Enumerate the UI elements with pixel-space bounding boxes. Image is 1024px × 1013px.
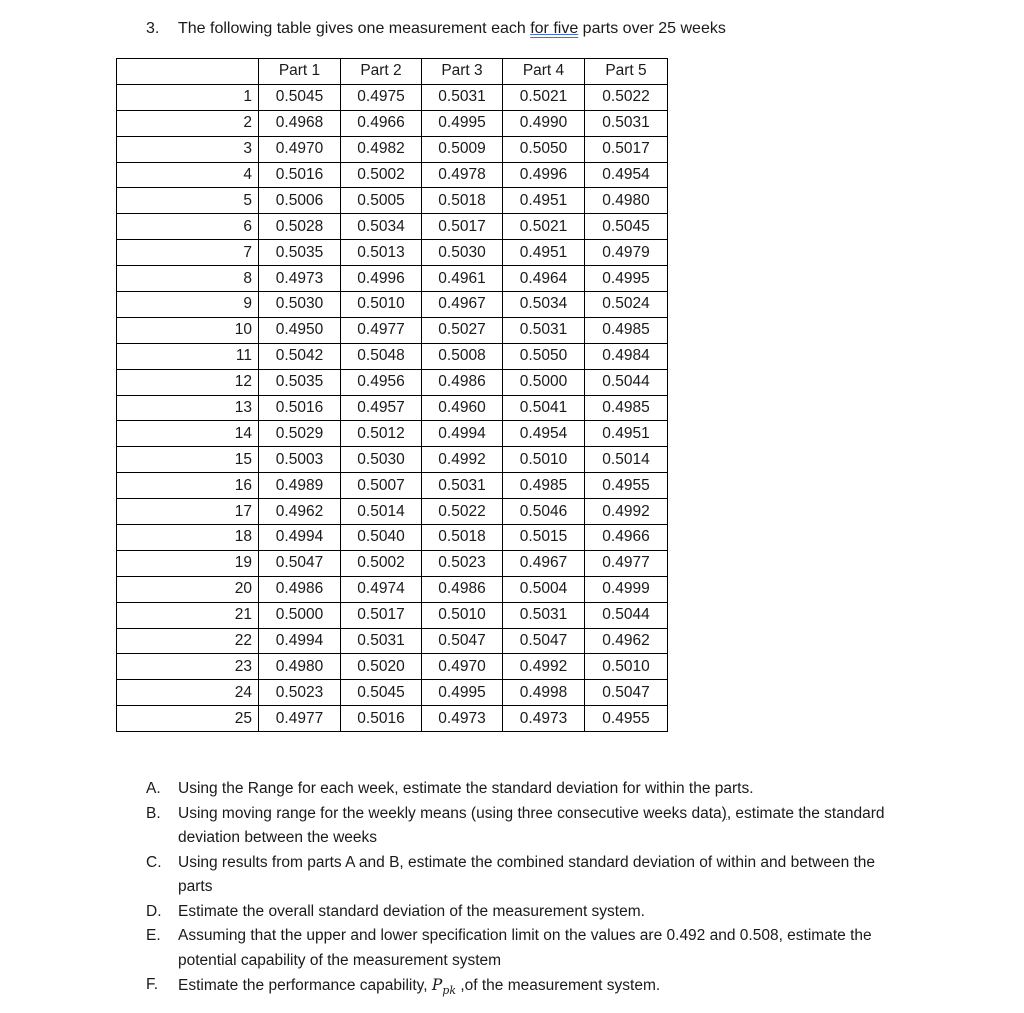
measurement-cell: 0.4999 xyxy=(585,576,668,602)
measurement-cell: 0.4951 xyxy=(585,421,668,447)
question-c xyxy=(146,851,906,900)
table-row xyxy=(117,473,668,499)
question-a xyxy=(146,777,906,802)
measurement-cell: 0.5046 xyxy=(503,499,585,525)
table-row xyxy=(117,240,668,266)
table-row xyxy=(117,84,668,110)
measurement-cell: 0.5035 xyxy=(259,240,341,266)
measurement-cell: 0.4977 xyxy=(259,706,341,732)
measurement-cell: 0.4994 xyxy=(422,421,503,447)
measurement-cell: 0.5007 xyxy=(341,473,422,499)
measurement-cell: 0.5050 xyxy=(503,343,585,369)
measurement-cell: 0.5010 xyxy=(422,602,503,628)
measurement-cell: 0.4967 xyxy=(422,292,503,318)
table-row xyxy=(117,550,668,576)
measurement-cell: 0.4974 xyxy=(341,576,422,602)
measurement-cell: 0.4973 xyxy=(259,266,341,292)
measurement-cell: 0.4996 xyxy=(341,266,422,292)
question-b-text-after: estimate the standard deviation between the weeks xyxy=(178,804,885,846)
question-e xyxy=(146,924,906,973)
week-number-cell: 25 xyxy=(117,706,259,732)
measurement-cell: 0.5022 xyxy=(422,499,503,525)
measurement-cell: 0.5048 xyxy=(341,343,422,369)
problem-number: 3. xyxy=(146,20,160,37)
measurement-cell: 0.4967 xyxy=(503,550,585,576)
measurement-cell: 0.4994 xyxy=(259,525,341,551)
table-row xyxy=(117,602,668,628)
measurement-cell: 0.5014 xyxy=(341,499,422,525)
ppk-symbol xyxy=(431,976,457,998)
table-row xyxy=(117,188,668,214)
measurement-cell: 0.4970 xyxy=(259,136,341,162)
question-a-letter: A. xyxy=(146,780,161,797)
week-number-cell: 14 xyxy=(117,421,259,447)
measurement-cell: 0.5013 xyxy=(341,240,422,266)
table-row xyxy=(117,136,668,162)
measurement-cell: 0.5030 xyxy=(259,292,341,318)
measurement-cell: 0.4985 xyxy=(585,317,668,343)
question-c-letter: C. xyxy=(146,853,162,871)
table-row xyxy=(117,628,668,654)
week-number-cell: 20 xyxy=(117,576,259,602)
table-header-row xyxy=(117,59,668,85)
measurement-cell: 0.5010 xyxy=(341,292,422,318)
measurement-cell: 0.5047 xyxy=(422,628,503,654)
week-number-cell: 11 xyxy=(117,343,259,369)
measurement-cell: 0.5047 xyxy=(585,680,668,706)
measurement-cell: 0.4986 xyxy=(422,369,503,395)
week-number-cell: 10 xyxy=(117,317,259,343)
question-b-text-before: Using moving range for the weekly means (using three consecutive weeks data xyxy=(178,804,722,822)
measurement-cell: 0.5035 xyxy=(259,369,341,395)
measurement-cell: 0.5031 xyxy=(585,110,668,136)
measurement-cell: 0.5016 xyxy=(259,395,341,421)
measurement-cell: 0.5005 xyxy=(341,188,422,214)
table-row xyxy=(117,214,668,240)
question-d xyxy=(146,900,906,925)
measurement-cell: 0.5018 xyxy=(422,188,503,214)
measurement-cell: 0.4979 xyxy=(585,240,668,266)
week-number-cell: 21 xyxy=(117,602,259,628)
question-a-text: Using the Range for each week, estimate the standard deviation for within the parts. xyxy=(178,780,754,797)
measurement-cell: 0.5021 xyxy=(503,214,585,240)
measurement-cell: 0.4960 xyxy=(422,395,503,421)
measurement-cell: 0.4986 xyxy=(422,576,503,602)
measurement-table xyxy=(116,58,668,732)
measurement-cell: 0.5031 xyxy=(341,628,422,654)
question-b-letter: B. xyxy=(146,804,161,822)
measurement-cell: 0.4966 xyxy=(341,110,422,136)
heading-text-after: parts over 25 weeks xyxy=(578,20,726,37)
table-row xyxy=(117,343,668,369)
heading-underlined-text: for five xyxy=(530,20,579,37)
table-row xyxy=(117,706,668,732)
measurement-cell: 0.5012 xyxy=(341,421,422,447)
measurement-cell: 0.5045 xyxy=(259,84,341,110)
week-number-cell: 24 xyxy=(117,680,259,706)
measurement-cell: 0.5000 xyxy=(259,602,341,628)
table-row xyxy=(117,447,668,473)
table-body xyxy=(117,84,668,731)
header-part-2: Part 2 xyxy=(341,59,422,85)
measurement-cell: 0.4973 xyxy=(422,706,503,732)
measurement-cell: 0.5029 xyxy=(259,421,341,447)
measurement-cell: 0.5047 xyxy=(503,628,585,654)
measurement-cell: 0.5030 xyxy=(341,447,422,473)
measurement-cell: 0.5020 xyxy=(341,654,422,680)
question-f-letter: F. xyxy=(146,976,159,993)
measurement-cell: 0.5031 xyxy=(503,317,585,343)
measurement-cell: 0.4985 xyxy=(585,395,668,421)
measurement-cell: 0.4962 xyxy=(585,628,668,654)
table-row xyxy=(117,499,668,525)
measurement-cell: 0.5044 xyxy=(585,602,668,628)
week-number-cell: 7 xyxy=(117,240,259,266)
table-row xyxy=(117,292,668,318)
table-row xyxy=(117,266,668,292)
measurement-cell: 0.5045 xyxy=(585,214,668,240)
measurement-cell: 0.5017 xyxy=(585,136,668,162)
week-number-cell: 2 xyxy=(117,110,259,136)
table-row xyxy=(117,369,668,395)
ppk-symbol-subscript: pk xyxy=(442,984,457,998)
table-row xyxy=(117,680,668,706)
question-c-text: Using results from parts A and B, estimate the combined standard deviation of within and between the parts xyxy=(178,853,876,895)
measurement-cell: 0.4989 xyxy=(259,473,341,499)
measurement-cell: 0.4966 xyxy=(585,525,668,551)
table-row xyxy=(117,395,668,421)
measurement-cell: 0.4992 xyxy=(422,447,503,473)
measurement-cell: 0.5004 xyxy=(503,576,585,602)
question-b xyxy=(146,802,906,851)
week-number-cell: 22 xyxy=(117,628,259,654)
measurement-cell: 0.4975 xyxy=(341,84,422,110)
measurement-cell: 0.4980 xyxy=(259,654,341,680)
measurement-cell: 0.4962 xyxy=(259,499,341,525)
measurement-cell: 0.4982 xyxy=(341,136,422,162)
week-number-cell: 17 xyxy=(117,499,259,525)
week-number-cell: 6 xyxy=(117,214,259,240)
question-b-underlined: ), xyxy=(721,804,732,822)
measurement-cell: 0.5030 xyxy=(422,240,503,266)
question-list xyxy=(146,777,906,1004)
measurement-cell: 0.4978 xyxy=(422,162,503,188)
header-part-1: Part 1 xyxy=(259,59,341,85)
measurement-cell: 0.4961 xyxy=(422,266,503,292)
measurement-cell: 0.5014 xyxy=(585,447,668,473)
week-number-cell: 19 xyxy=(117,550,259,576)
measurement-cell: 0.4964 xyxy=(503,266,585,292)
heading-text-before: The following table gives one measurement each xyxy=(178,20,531,37)
measurement-cell: 0.4955 xyxy=(585,706,668,732)
measurement-cell: 0.5031 xyxy=(422,84,503,110)
measurement-cell: 0.5016 xyxy=(259,162,341,188)
header-part-3: Part 3 xyxy=(422,59,503,85)
week-number-cell: 5 xyxy=(117,188,259,214)
measurement-cell: 0.5050 xyxy=(503,136,585,162)
measurement-cell: 0.5034 xyxy=(341,214,422,240)
measurement-cell: 0.5021 xyxy=(503,84,585,110)
week-number-cell: 23 xyxy=(117,654,259,680)
week-number-cell: 15 xyxy=(117,447,259,473)
measurement-cell: 0.5017 xyxy=(341,602,422,628)
measurement-cell: 0.5006 xyxy=(259,188,341,214)
question-f-text-before: Estimate the performance capability, xyxy=(178,977,432,994)
measurement-cell: 0.5002 xyxy=(341,550,422,576)
measurement-cell: 0.4955 xyxy=(585,473,668,499)
week-number-cell: 1 xyxy=(117,84,259,110)
measurement-cell: 0.5000 xyxy=(503,369,585,395)
question-e-letter: E. xyxy=(146,927,161,944)
measurement-cell: 0.4970 xyxy=(422,654,503,680)
measurement-cell: 0.4994 xyxy=(259,628,341,654)
question-d-letter: D. xyxy=(146,902,162,920)
question-f-text-after: ,of the measurement system. xyxy=(456,977,661,994)
measurement-cell: 0.4992 xyxy=(503,654,585,680)
week-number-cell: 16 xyxy=(117,473,259,499)
table-row xyxy=(117,576,668,602)
measurement-cell: 0.5015 xyxy=(503,525,585,551)
measurement-cell: 0.5028 xyxy=(259,214,341,240)
measurement-cell: 0.5034 xyxy=(503,292,585,318)
measurement-cell: 0.4992 xyxy=(585,499,668,525)
measurement-cell: 0.5040 xyxy=(341,525,422,551)
measurement-cell: 0.5044 xyxy=(585,369,668,395)
question-e-text: Assuming that the upper and lower specification limit on the values are 0.492 and 0.508, estimate the potential capability of the measurement system xyxy=(178,927,872,969)
measurement-cell: 0.4995 xyxy=(422,110,503,136)
measurement-cell: 0.4951 xyxy=(503,188,585,214)
measurement-cell: 0.5042 xyxy=(259,343,341,369)
measurement-cell: 0.5022 xyxy=(585,84,668,110)
week-number-cell: 13 xyxy=(117,395,259,421)
measurement-cell: 0.5031 xyxy=(422,473,503,499)
measurement-cell: 0.4956 xyxy=(341,369,422,395)
measurement-cell: 0.5008 xyxy=(422,343,503,369)
header-part-4: Part 4 xyxy=(503,59,585,85)
measurement-cell: 0.4954 xyxy=(585,162,668,188)
measurement-cell: 0.5045 xyxy=(341,680,422,706)
measurement-cell: 0.4977 xyxy=(585,550,668,576)
measurement-cell: 0.4995 xyxy=(422,680,503,706)
measurement-cell: 0.5009 xyxy=(422,136,503,162)
measurement-cell: 0.5023 xyxy=(259,680,341,706)
week-number-cell: 4 xyxy=(117,162,259,188)
measurement-cell: 0.4973 xyxy=(503,706,585,732)
problem-heading xyxy=(146,20,726,38)
table-row xyxy=(117,317,668,343)
measurement-cell: 0.5002 xyxy=(341,162,422,188)
measurement-cell: 0.5047 xyxy=(259,550,341,576)
week-number-cell: 8 xyxy=(117,266,259,292)
measurement-cell: 0.5016 xyxy=(341,706,422,732)
week-number-cell: 18 xyxy=(117,525,259,551)
week-number-cell: 3 xyxy=(117,136,259,162)
header-part-5: Part 5 xyxy=(585,59,668,85)
measurement-cell: 0.4990 xyxy=(503,110,585,136)
header-index-cell xyxy=(117,59,259,85)
measurement-cell: 0.5018 xyxy=(422,525,503,551)
measurement-cell: 0.5003 xyxy=(259,447,341,473)
table-row xyxy=(117,162,668,188)
measurement-cell: 0.4984 xyxy=(585,343,668,369)
table-row xyxy=(117,654,668,680)
table-row xyxy=(117,525,668,551)
measurement-cell: 0.5027 xyxy=(422,317,503,343)
measurement-cell: 0.5017 xyxy=(422,214,503,240)
measurement-cell: 0.4980 xyxy=(585,188,668,214)
measurement-cell: 0.4951 xyxy=(503,240,585,266)
table-row xyxy=(117,110,668,136)
measurement-cell: 0.5010 xyxy=(585,654,668,680)
measurement-cell: 0.5041 xyxy=(503,395,585,421)
measurement-cell: 0.4957 xyxy=(341,395,422,421)
measurement-cell: 0.4977 xyxy=(341,317,422,343)
measurement-cell: 0.4995 xyxy=(585,266,668,292)
week-number-cell: 9 xyxy=(117,292,259,318)
question-d-text: Estimate the overall standard deviation of the measurement system. xyxy=(178,902,645,920)
week-number-cell: 12 xyxy=(117,369,259,395)
question-f xyxy=(146,973,906,1004)
measurement-cell: 0.4998 xyxy=(503,680,585,706)
measurement-cell: 0.5031 xyxy=(503,602,585,628)
measurement-cell: 0.5024 xyxy=(585,292,668,318)
measurement-cell: 0.4954 xyxy=(503,421,585,447)
measurement-cell: 0.5023 xyxy=(422,550,503,576)
measurement-cell: 0.4950 xyxy=(259,317,341,343)
ppk-symbol-letter: P xyxy=(431,976,443,994)
measurement-cell: 0.4968 xyxy=(259,110,341,136)
measurement-cell: 0.4986 xyxy=(259,576,341,602)
measurement-cell: 0.4996 xyxy=(503,162,585,188)
measurement-cell: 0.4985 xyxy=(503,473,585,499)
table-row xyxy=(117,421,668,447)
measurement-cell: 0.5010 xyxy=(503,447,585,473)
